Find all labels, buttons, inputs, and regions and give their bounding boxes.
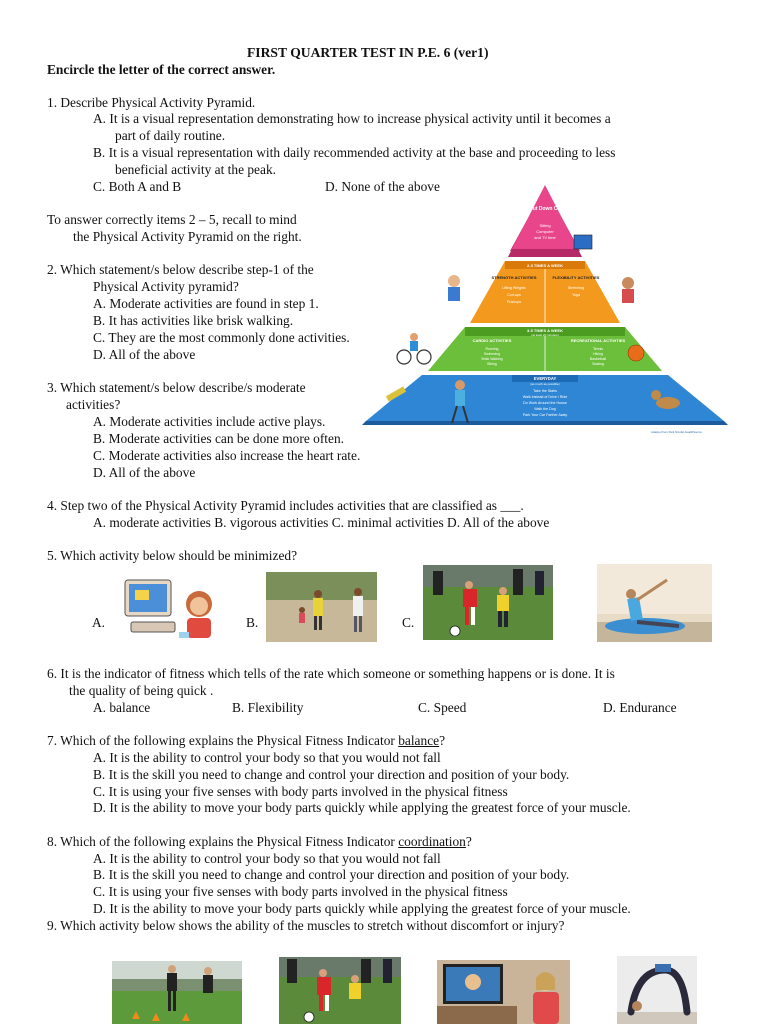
q1-option-a-cont: part of daily routine. <box>115 128 226 143</box>
pyramid-l2-right-title: FLEXIBILITY ACTIVITIES <box>552 275 600 280</box>
pyramid-base-item-1: Walk Instead of Drive / Ride <box>522 395 568 399</box>
pyramid-l3-left-item-2: Brisk Walking <box>481 357 503 361</box>
pyramid-base-item-0: Take the Stairs <box>533 389 557 393</box>
bicycle-icon <box>397 350 411 364</box>
q4-options[interactable]: A. moderate activities B. vigorous activities C. minimal activities D. All of the above <box>93 515 550 530</box>
child-watching-tv-image[interactable] <box>437 960 570 1024</box>
pyramid-l3-right-item-3: Skating <box>592 362 604 366</box>
q7-keyword: balance <box>398 733 440 748</box>
pyramid-l3-band: 3-5 TIMES A WEEK <box>527 328 563 333</box>
pyramid-l2-band: 2-3 TIMES A WEEK <box>527 263 563 268</box>
q5-option-b[interactable]: B. <box>246 615 259 630</box>
pyramid-l3-left-item-3: Biking <box>487 362 497 366</box>
q5-stem: 5. Which activity below should be minimized? <box>47 548 298 563</box>
pyramid-l2-left-item-2: Pushups <box>507 300 521 304</box>
q4-stem: 4. Step two of the Physical Activity Pyramid includes activities that are classified as ___. <box>47 498 524 513</box>
q1-option-d[interactable]: D. None of the above <box>325 179 440 194</box>
pyramid-l3-left-title: CARDIO ACTIVITIES <box>472 338 512 343</box>
pyramid-l2-left-item-0: Lifting Weights <box>502 286 526 290</box>
q2-option-a[interactable]: A. Moderate activities are found in step 1. <box>93 296 319 311</box>
pyramid-base-sub: (as much as possible) <box>530 382 560 386</box>
q5-option-c[interactable]: C. <box>402 615 415 630</box>
q8-option-a[interactable]: A. It is the ability to control your body so that you would not fall <box>93 851 441 866</box>
page-title: FIRST QUARTER TEST IN P.E. 6 (ver1) <box>247 45 489 60</box>
q2-option-d[interactable]: D. All of the above <box>93 347 196 362</box>
pyramid-top-item-2: and TV time <box>534 235 556 240</box>
q9-stem: 9. Which activity below shows the ability of the muscles to stretch without discomfort or injury? <box>47 918 565 933</box>
q7-option-b[interactable]: B. It is the skill you need to change and control your direction and position of your body. <box>93 767 570 782</box>
q8-option-b[interactable]: B. It is the skill you need to change and control your direction and position of your body. <box>93 867 570 882</box>
tv-icon <box>574 235 592 249</box>
q5-option-a[interactable]: A. <box>92 615 106 630</box>
q8-keyword: coordination <box>398 834 466 849</box>
q2-option-b[interactable]: B. It has activities like brisk walking. <box>93 313 294 328</box>
pyramid-l2-left-title: STRENGTH ACTIVITIES <box>491 275 537 280</box>
instruction: Encircle the letter of the correct answer. <box>47 62 276 77</box>
pyramid-l2-left-item-1: Curl-ups <box>507 293 521 297</box>
pyramid-l3-right-title: RECREATIONAL ACTIVITIES <box>570 338 626 343</box>
q3-option-a[interactable]: A. Moderate activities include active plays. <box>93 414 326 429</box>
pyramid-top-title: Cut Down On <box>529 206 561 212</box>
q1-stem: 1. Describe Physical Activity Pyramid. <box>47 95 256 110</box>
q3-stem-cont: activities? <box>66 397 121 412</box>
pyramid-l2-right-item-0: Stretching <box>567 286 585 290</box>
pyramid-l3-right-item-1: Hiking <box>593 352 603 356</box>
q8-option-c[interactable]: C. It is using your five senses with body parts involved in the physical fitness <box>93 884 508 899</box>
backbend-stretch-image[interactable] <box>617 956 697 1024</box>
q1-option-b-cont: beneficial activity at the peak. <box>115 162 276 177</box>
q1-option-a[interactable]: A. It is a visual representation demonstrating how to increase physical activity until it becomes a <box>93 111 611 126</box>
pyramid-credit: Adapted from Park Nicollet HealthSource <box>651 430 702 434</box>
child-computer-image[interactable] <box>117 572 222 644</box>
q7-option-a[interactable]: A. It is the ability to control your body so that you would not fall <box>93 750 441 765</box>
q6-option-a[interactable]: A. balance <box>93 700 151 715</box>
pyramid-base-item-4: Park Your Car Farther Away <box>522 413 568 417</box>
pyramid-l3-band-sub: (at least 20 minutes) <box>531 333 559 337</box>
q2-option-c[interactable]: C. They are the most commonly done activities. <box>93 330 350 345</box>
q7-option-c[interactable]: C. It is using your five senses with body parts involved in the physical fitness <box>93 784 508 799</box>
pyramid-base-item-2: Do Work Around the House <box>523 401 567 405</box>
pyramid-base-band: EVERYDAY <box>533 376 557 381</box>
pyramid-top-item-0: Sitting <box>539 223 551 228</box>
q6-stem-cont: the quality of being quick . <box>69 683 214 698</box>
intro-line-2: the Physical Activity Pyramid on the right. <box>73 229 302 244</box>
child-stretching-icon <box>622 277 634 289</box>
q7-option-d[interactable]: D. It is the ability to move your body parts quickly while applying the greatest force of your muscle. <box>93 800 631 815</box>
dog-icon <box>656 397 680 409</box>
family-walking-image[interactable] <box>266 572 377 642</box>
q6-option-c[interactable]: C. Speed <box>418 700 467 715</box>
q3-option-c[interactable]: C. Moderate activities also increase the heart rate. <box>93 448 361 463</box>
pyramid-top-item-1: Computer <box>536 229 554 234</box>
walking-person-icon <box>455 380 465 390</box>
q8-option-d[interactable]: D. It is the ability to move your body parts quickly while applying the greatest force of your muscle. <box>93 901 631 916</box>
q6-option-b[interactable]: B. Flexibility <box>232 700 304 715</box>
q3-stem: 3. Which statement/s below describe/s moderate <box>47 380 306 395</box>
soccer-players-image[interactable] <box>423 565 553 640</box>
pyramid-base-item-3: Walk the Dog <box>534 407 556 411</box>
q1-option-c[interactable]: C. Both A and B <box>93 179 182 194</box>
physical-activity-pyramid <box>362 185 728 437</box>
pyramid-l3-left-item-1: Swimming <box>483 352 501 356</box>
q8-stem: 8. Which of the following explains the Physical Fitness Indicator coordination? <box>47 834 472 849</box>
woman-stretching-image[interactable] <box>597 564 712 642</box>
pyramid-l2-right-item-1: Yoga <box>571 293 581 297</box>
pyramid-l3-left-item-0: Running <box>485 347 499 351</box>
soccer-match-image[interactable] <box>279 957 401 1024</box>
pyramid-l3-right-item-2: Basketball <box>589 357 607 361</box>
intro-line-1: To answer correctly items 2 – 5, recall to mind <box>47 212 297 227</box>
q3-option-d[interactable]: D. All of the above <box>93 465 196 480</box>
pyramid-l3-right-item-0: Tennis <box>592 347 604 351</box>
child-lifting-icon <box>448 275 460 287</box>
q2-stem-cont: Physical Activity pyramid? <box>93 279 239 294</box>
q6-stem: 6. It is the indicator of fitness which tells of the rate which someone or something happens or is done. It is <box>47 666 615 681</box>
q1-option-b[interactable]: B. It is a visual representation with daily recommended activity at the base and proceeding to less <box>93 145 616 160</box>
q7-stem: 7. Which of the following explains the Physical Fitness Indicator balance? <box>47 733 446 748</box>
q6-option-d[interactable]: D. Endurance <box>603 700 677 715</box>
q2-stem: 2. Which statement/s below describe step-1 of the <box>47 262 314 277</box>
q3-option-b[interactable]: B. Moderate activities can be done more often. <box>93 431 344 446</box>
basketball-icon <box>628 345 644 361</box>
soccer-training-image[interactable] <box>112 961 242 1024</box>
